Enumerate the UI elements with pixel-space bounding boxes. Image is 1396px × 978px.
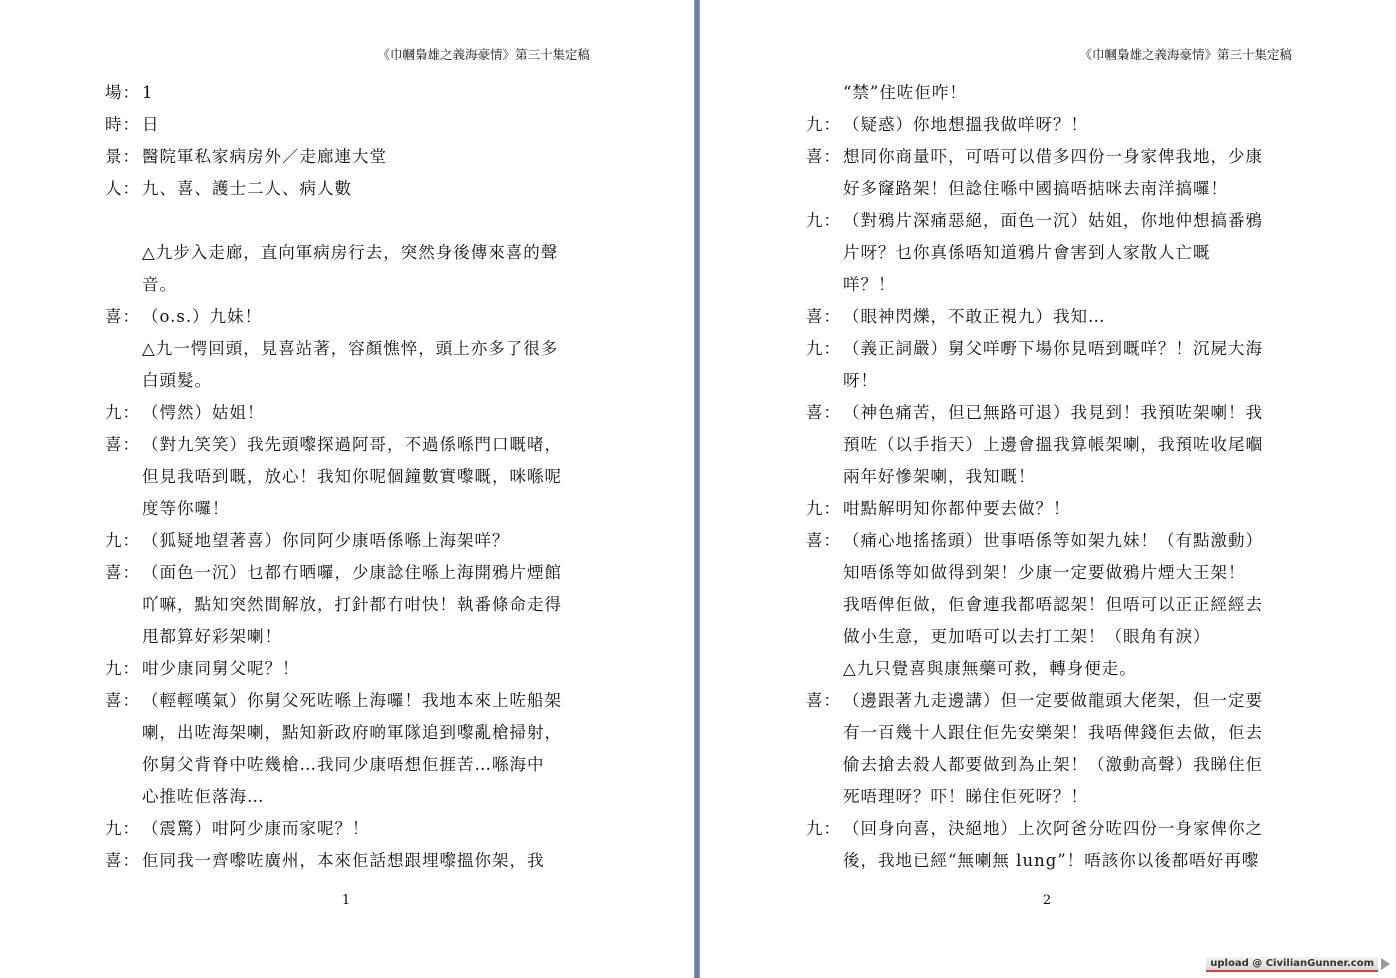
script-line xyxy=(806,621,1292,653)
script-line xyxy=(105,77,591,109)
line-text: 知唔係等如做得到架！少康一定要做鴉片煙大王架！ xyxy=(843,563,1246,582)
script-line xyxy=(806,269,1292,301)
document-page-1 xyxy=(0,0,694,978)
line-text: （愕然）姑姐！ xyxy=(142,403,265,422)
script-line xyxy=(806,685,1292,717)
line-text: △九步入走廊，直向軍病房行去，突然身後傳來喜的聲 xyxy=(142,243,559,262)
line-text: 想同你商量吓，可唔可以借多四份一身家俾我地，少康 xyxy=(843,147,1263,166)
script-line xyxy=(806,301,1292,333)
line-text: 九、喜、護士二人、病人數 xyxy=(142,179,352,198)
speaker-label: 九： xyxy=(806,115,841,134)
line-text: （眼神閃爍，不敢正視九）我知… xyxy=(843,307,1106,326)
script-line xyxy=(806,653,1292,685)
script-line xyxy=(806,429,1292,461)
line-text: 甩都算好彩架喇！ xyxy=(142,627,282,646)
line-text: 白頭髮。 xyxy=(142,371,212,390)
line-text: （疑惑）你地想搵我做咩呀？！ xyxy=(843,115,1088,134)
line-text: 有一百幾十人跟住佢先安樂架！我唔俾錢佢去做，佢去 xyxy=(843,723,1263,742)
script-line xyxy=(806,365,1292,397)
line-text: 死唔理呀？吓！睇住佢死呀？！ xyxy=(843,787,1088,806)
speaker-label: 喜： xyxy=(105,563,140,582)
speaker-label: 九： xyxy=(105,531,140,550)
line-text: 咁少康同舅父呢？！ xyxy=(142,659,300,678)
script-line xyxy=(105,813,591,845)
script-line xyxy=(105,653,591,685)
script-line xyxy=(806,173,1292,205)
speaker-label: 喜： xyxy=(806,307,841,326)
line-text: （面色一沉）乜都冇晒囉，少康諗住喺上海開鴉片煙館 xyxy=(142,563,562,582)
script-line xyxy=(105,525,591,557)
line-text: “禁”住咗佢咋！ xyxy=(843,83,967,102)
script-line xyxy=(105,717,591,749)
page-header: 《巾幗梟雄之義海豪情》第三十集定稿 xyxy=(1079,47,1292,62)
script-line xyxy=(806,77,1292,109)
speaker-label: 喜： xyxy=(105,307,140,326)
watermark: upload @ CivilianGunner.com xyxy=(1206,957,1378,972)
line-text: （震驚）咁阿少康而家呢？！ xyxy=(142,819,370,838)
script-line xyxy=(806,237,1292,269)
script-line xyxy=(105,365,591,397)
script-line xyxy=(105,845,591,877)
speaker-label: 九： xyxy=(105,403,140,422)
script-line xyxy=(105,301,591,333)
speaker-label: 九： xyxy=(806,499,841,518)
line-text: （對鴉片深痛惡絕，面色一沉）姑姐，你地仲想搞番鴉 xyxy=(843,211,1263,230)
script-line xyxy=(105,749,591,781)
line-text: 但見我唔到嘅，放心！我知你呢個鐘數實嚟嘅，咪喺呢 xyxy=(142,467,562,486)
speaker-label: 九： xyxy=(806,211,841,230)
speaker-label: 九： xyxy=(806,819,841,838)
script-line xyxy=(806,109,1292,141)
script-line xyxy=(105,461,591,493)
script-line xyxy=(806,589,1292,621)
script-line xyxy=(806,813,1292,845)
script-line xyxy=(105,429,591,461)
speaker-label: 時： xyxy=(105,115,140,134)
line-text: 日 xyxy=(142,115,160,134)
script-line xyxy=(105,685,591,717)
page-header: 《巾幗梟雄之義海豪情》第三十集定稿 xyxy=(377,47,590,62)
script-line xyxy=(806,845,1292,877)
document-page-2 xyxy=(700,0,1396,978)
line-text: 咁點解明知你都仲要去做？！ xyxy=(843,499,1071,518)
script-line xyxy=(806,461,1292,493)
script-line xyxy=(806,493,1292,525)
line-text: 吖嘛，點知突然間解放，打針都冇咁快！執番條命走得 xyxy=(142,595,562,614)
speaker-label: 九： xyxy=(105,819,140,838)
line-text: 音。 xyxy=(142,275,177,294)
line-text: 1 xyxy=(142,83,154,102)
line-text: 兩年好慘架喇，我知嘅！ xyxy=(843,467,1036,486)
line-text: 呀！ xyxy=(843,371,878,390)
script-line xyxy=(806,557,1292,589)
line-text: 度等你囉！ xyxy=(142,499,230,518)
script-line xyxy=(105,269,591,301)
script-line xyxy=(105,237,591,269)
speaker-label: 喜： xyxy=(806,531,841,550)
speaker-label: 喜： xyxy=(806,691,841,710)
line-text: 咩？！ xyxy=(843,275,896,294)
page-body xyxy=(806,77,1292,877)
page-number: 1 xyxy=(341,893,351,908)
line-text: （輕輕嘆氣）你舅父死咗喺上海囉！我地本來上咗船架 xyxy=(142,691,562,710)
line-text: △九一愕回頭，見喜站著，容顏憔悴，頭上亦多了很多 xyxy=(142,339,559,358)
script-line xyxy=(105,141,591,173)
page-body xyxy=(105,77,591,877)
script-line xyxy=(806,205,1292,237)
script-line xyxy=(105,109,591,141)
line-text: 醫院軍私家病房外／走廊連大堂 xyxy=(142,147,387,166)
script-line xyxy=(806,525,1292,557)
line-text: △九只覺喜與康無藥可救，轉身便走。 xyxy=(843,659,1137,678)
page-number: 2 xyxy=(1042,893,1052,908)
speaker-label: 喜： xyxy=(806,147,841,166)
speaker-label: 九： xyxy=(806,339,841,358)
script-line xyxy=(806,397,1292,429)
script-line xyxy=(105,173,591,205)
script-line xyxy=(105,621,591,653)
speaker-label: 場： xyxy=(105,83,140,102)
script-line xyxy=(806,333,1292,365)
line-text: 喇，出咗海架喇，點知新政府啲軍隊追到嚟亂槍掃射， xyxy=(142,723,562,742)
speaker-label: 喜： xyxy=(806,403,841,422)
speaker-label: 喜： xyxy=(105,851,140,870)
script-line xyxy=(105,205,591,237)
speaker-label: 喜： xyxy=(105,691,140,710)
line-text: （狐疑地望著喜）你同阿少康唔係喺上海架咩？ xyxy=(142,531,510,550)
line-text: （o.s.）九妹！ xyxy=(142,307,263,326)
line-text: 做小生意，更加唔可以去打工架！（眼角有淚） xyxy=(843,627,1211,646)
line-text: 我唔俾佢做，佢會連我都唔認架！但唔可以正正經經去 xyxy=(843,595,1263,614)
line-text: 佢同我一齊嚟咗廣州，本來佢話想跟埋嚟搵你架，我 xyxy=(142,851,545,870)
line-text: （義正詞嚴）舅父咩嘢下場你見唔到嘅咩？！沉屍大海 xyxy=(843,339,1263,358)
script-line xyxy=(105,493,591,525)
line-text: （痛心地搖搖頭）世事唔係等如架九妹！（有點激動） xyxy=(843,531,1263,550)
speaker-label: 九： xyxy=(105,659,140,678)
line-text: （神色痛苦，但已無路可退）我見到！我預咗架喇！我 xyxy=(843,403,1263,422)
line-text: （回身向喜，決絕地）上次阿爸分咗四份一身家俾你之 xyxy=(843,819,1263,838)
script-line xyxy=(806,141,1292,173)
speaker-label: 喜： xyxy=(105,435,140,454)
script-line xyxy=(806,781,1292,813)
script-line xyxy=(105,589,591,621)
line-text: 偷去搶去殺人都要做到為止架！（激動高聲）我睇住佢 xyxy=(843,755,1263,774)
speaker-label: 人： xyxy=(105,179,140,198)
line-text: 後，我地已經“無喇無 lung”！唔該你以後都唔好再嚟 xyxy=(843,851,1260,870)
script-line xyxy=(806,717,1292,749)
script-line xyxy=(105,557,591,589)
arrow-icon xyxy=(1381,958,1390,970)
line-text: 預咗（以手指天）上邊會搵我算帳架喇，我預咗收尾嗰 xyxy=(843,435,1263,454)
line-text: 好多窿路架！但諗住喺中國搞唔掂咪去南洋搞囉！ xyxy=(843,179,1228,198)
line-text: 心推咗佢落海… xyxy=(142,787,265,806)
script-line xyxy=(105,781,591,813)
speaker-label: 景： xyxy=(105,147,140,166)
script-line xyxy=(105,397,591,429)
script-line xyxy=(105,333,591,365)
line-text: （對九笑笑）我先頭嚟探過阿哥，不過係喺門口嘅啫， xyxy=(142,435,562,454)
line-text: 你舅父背脊中咗幾槍…我同少康唔想佢捱苦…喺海中 xyxy=(142,755,545,774)
line-text: （邊跟著九走邊講）但一定要做龍頭大佬架，但一定要 xyxy=(843,691,1263,710)
script-line xyxy=(806,749,1292,781)
line-text: 片呀？乜你真係唔知道鴉片會害到人家散人亡嘅 xyxy=(843,243,1211,262)
